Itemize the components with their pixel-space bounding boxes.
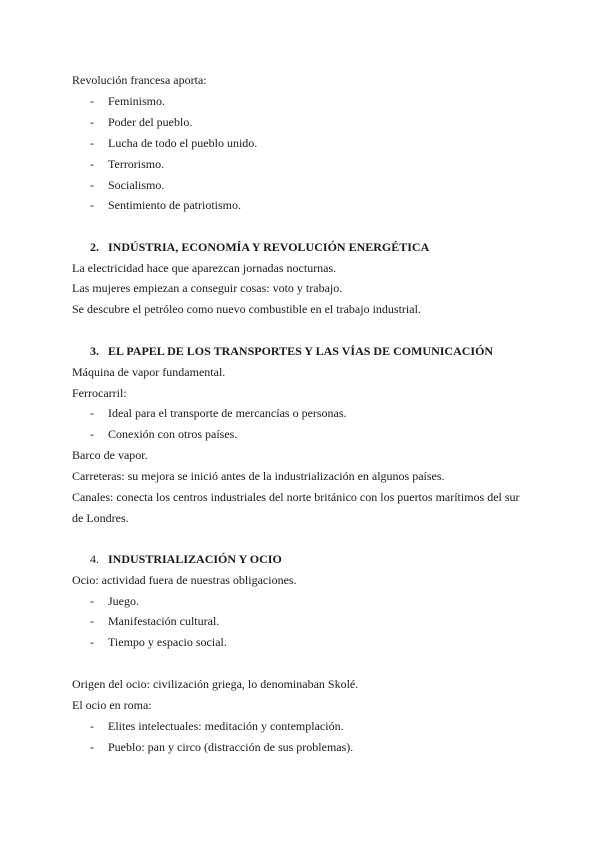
paragraph-line: Canales: conecta los centros industriales del norte británico con los puertos marítimos del sur (72, 490, 520, 504)
list-item-text: Elites intelectuales: meditación y contemplación. (108, 719, 344, 733)
bullet-dash: - (90, 740, 94, 754)
bullet-dash: - (90, 136, 94, 150)
paragraph-line: La electricidad hace que aparezcan jornadas nocturnas. (72, 261, 337, 275)
paragraph-line: Máquina de vapor fundamental. (72, 365, 226, 379)
list-item-text: Terrorismo. (108, 157, 165, 171)
bullet-dash: - (90, 157, 94, 171)
bullet-dash: - (90, 406, 94, 420)
section-heading-2 (90, 240, 429, 254)
paragraph-line: Ocio: actividad fuera de nuestras obligaciones. (72, 573, 297, 587)
section-number: 4. (90, 552, 99, 566)
list-item-text: Poder del pueblo. (108, 115, 193, 129)
section-title: INDUSTRIALIZACIÓN Y OCIO (108, 552, 282, 566)
bullet-dash: - (90, 178, 94, 192)
list-item-text: Sentimiento de patriotismo. (108, 198, 241, 212)
paragraph-line: Barco de vapor. (72, 448, 148, 462)
list-item-text: Lucha de todo el pueblo unido. (108, 136, 258, 150)
paragraph-line: Origen del ocio: civilización griega, lo denominaban Skolé. (72, 677, 359, 691)
bullet-dash: - (90, 115, 94, 129)
list-item-text: Tiempo y espacio social. (108, 635, 227, 649)
paragraph-line: de Londres. (72, 511, 129, 525)
section-heading-4 (90, 552, 282, 566)
bullet-dash: - (90, 635, 94, 649)
list-item-text: Pueblo: pan y circo (distracción de sus problemas). (108, 740, 354, 754)
bullet-dash: - (90, 614, 94, 628)
bullet-dash: - (90, 94, 94, 108)
section-title: INDÚSTRIA, ECONOMÍA Y REVOLUCIÓN ENERGÉTICA (108, 240, 430, 254)
bullet-dash: - (90, 198, 94, 212)
section-number: 2. (90, 240, 99, 254)
bullet-dash: - (90, 719, 94, 733)
section-number: 3. (90, 344, 99, 358)
paragraph-line: Ferrocarril: (72, 386, 127, 400)
list-item-text: Feminismo. (108, 94, 166, 108)
section-title: EL PAPEL DE LOS TRANSPORTES Y LAS VÍAS DE COMUNICACIÓN (108, 344, 494, 358)
list-item-text: Juego. (108, 594, 139, 608)
bullet-dash: - (90, 427, 94, 441)
list-item-text: Conexión con otros países. (108, 427, 238, 441)
paragraph-line: Carreteras: su mejora se inició antes de la industrialización en algunos países. (72, 469, 445, 483)
list-item-text: Ideal para el transporte de mercancías o personas. (108, 406, 347, 420)
intro-title: Revolución francesa aporta: (72, 73, 207, 87)
paragraph-line: El ocio en roma: (72, 698, 152, 712)
paragraph-line: Las mujeres empiezan a conseguir cosas: voto y trabajo. (72, 281, 343, 295)
section-heading-3 (90, 344, 493, 358)
list-item-text: Socialismo. (108, 178, 165, 192)
list-item-text: Manifestación cultural. (108, 614, 220, 628)
bullet-dash: - (90, 594, 94, 608)
paragraph-line: Se descubre el petróleo como nuevo combustible en el trabajo industrial. (72, 302, 421, 316)
